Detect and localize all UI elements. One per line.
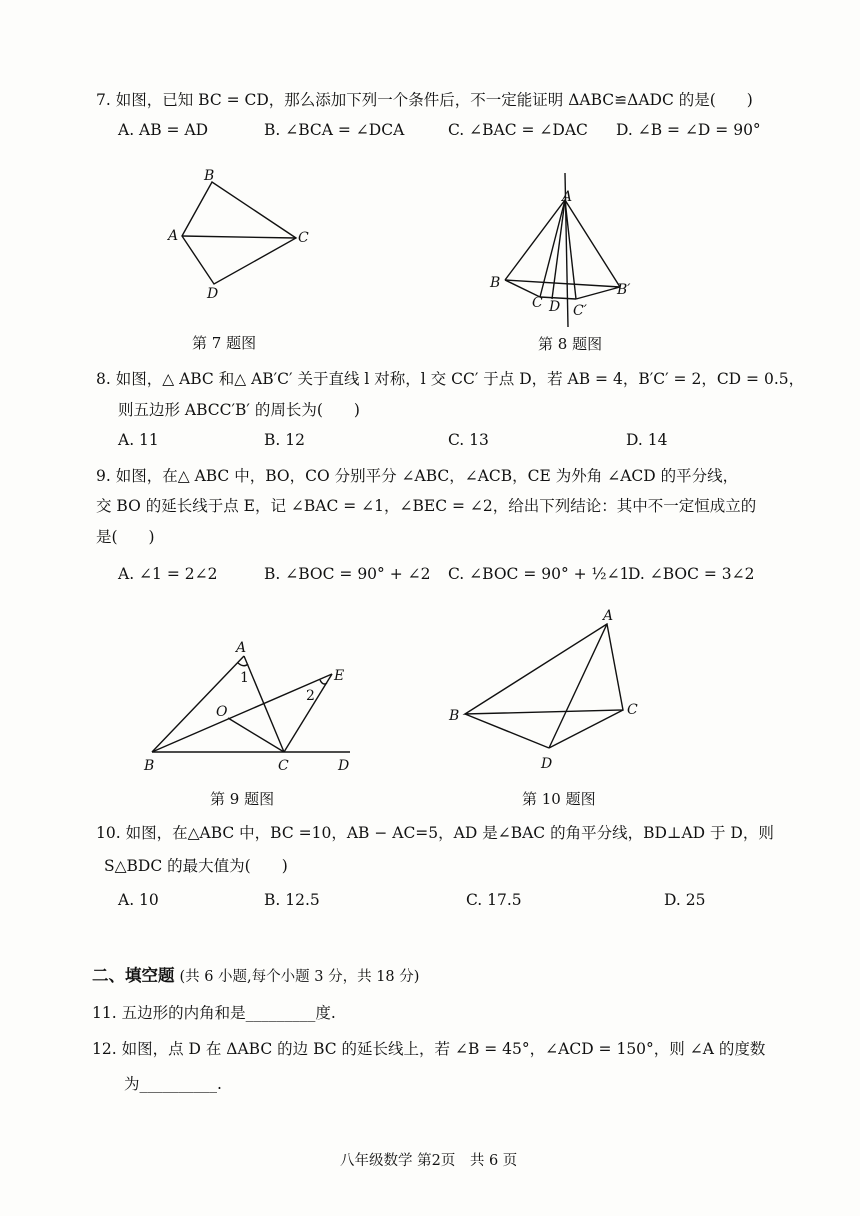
fig8-base bbox=[505, 280, 620, 287]
section-2-note: (共 6 小题,每个小题 3 分，共 18 分) bbox=[179, 969, 420, 985]
q8-line-1: 8. 如图，△ ABC 和△ AB′C′ 关于直线 l 对称，l 交 CC′ 于点 D，若 AB = 4，B′C′ = 2，CD = 0.5， bbox=[96, 370, 805, 388]
q7-option-a: A. AB = AD bbox=[118, 121, 209, 139]
fig8-label-c: C bbox=[532, 295, 543, 311]
fig7-diagonal-ac bbox=[182, 236, 296, 238]
q10-line-2: S△BDC 的最大值为( ) bbox=[104, 857, 288, 875]
fig9-label-two: 2 bbox=[306, 688, 315, 704]
fig10-line-bd bbox=[465, 714, 549, 748]
q8-option-a: A. 11 bbox=[118, 431, 159, 449]
q7-option-c: C. ∠BAC = ∠DAC bbox=[448, 121, 588, 139]
fig9-label-one: 1 bbox=[240, 670, 249, 686]
q10-option-d: D. 25 bbox=[664, 891, 706, 909]
q9-option-d: D. ∠BOC = 3∠2 bbox=[628, 565, 755, 583]
fig8-label-b: B bbox=[490, 275, 501, 291]
fig8-label-a: A bbox=[562, 189, 573, 205]
fig9-angle-2-arc bbox=[320, 680, 327, 684]
fig9-label-b: B bbox=[144, 758, 155, 774]
fig8-cpbp bbox=[576, 287, 620, 299]
q11-text: 11. 五边形的内角和是_________度. bbox=[92, 1004, 336, 1022]
fig10-label-a: A bbox=[603, 608, 614, 624]
fig8-outline bbox=[505, 200, 620, 287]
fig10-label-b: B bbox=[449, 708, 460, 724]
figure-9 bbox=[140, 636, 370, 776]
fig7-label-c: C bbox=[298, 230, 309, 246]
q7-option-b: B. ∠BCA = ∠DCA bbox=[264, 121, 405, 139]
fig9-line-ce bbox=[284, 674, 332, 752]
section-2-heading bbox=[92, 968, 419, 985]
fig10-triangle-abc bbox=[465, 624, 623, 714]
q8-option-b: B. 12 bbox=[264, 431, 305, 449]
fig9-label-o: O bbox=[216, 704, 228, 720]
fig10-label-c: C bbox=[627, 702, 638, 718]
q8-option-d: D. 14 bbox=[626, 431, 668, 449]
q12-line-2: 为__________. bbox=[124, 1075, 222, 1093]
fig8-label-bp: B′ bbox=[617, 282, 631, 298]
fig9-label-a: A bbox=[236, 640, 247, 656]
q7-option-d: D. ∠B = ∠D = 90° bbox=[616, 121, 761, 139]
q9-option-a: A. ∠1 = 2∠2 bbox=[118, 565, 218, 583]
fig7-label-b: B bbox=[204, 168, 215, 184]
fig7-label-d: D bbox=[207, 286, 219, 302]
page-footer: 八年级数学 第2页 共 6 页 bbox=[340, 1153, 518, 1169]
fig9-label-c: C bbox=[278, 758, 289, 774]
q12-line-1: 12. 如图，点 D 在 ΔABC 的边 BC 的延长线上，若 ∠B = 45°，∠ACD = 150°，则 ∠A 的度数 bbox=[92, 1040, 766, 1058]
fig9-line-ab bbox=[152, 656, 244, 752]
fig8-label-cp: C′ bbox=[573, 303, 587, 319]
q9-option-c: C. ∠BOC = 90° + ½∠1 bbox=[448, 565, 630, 583]
q9-line-2: 交 BO 的延长线于点 E，记 ∠BAC = ∠1，∠BEC = ∠2，给出下列结论：其中不一定恒成立的 bbox=[96, 497, 757, 515]
figure-7 bbox=[160, 160, 330, 310]
fig10-label-d: D bbox=[541, 756, 553, 772]
figure-10-caption: 第 10 题图 bbox=[522, 790, 596, 808]
q10-line-1: 10. 如图，在△ABC 中，BC =10，AB − AC=5，AD 是∠BAC 的角平分线，BD⊥AD 于 D，则 bbox=[96, 824, 774, 842]
fig9-label-d: D bbox=[338, 758, 350, 774]
fig9-label-e: E bbox=[334, 668, 345, 684]
fig9-line-oc bbox=[228, 718, 284, 752]
q7-stem: 7. 如图，已知 BC = CD，那么添加下列一个条件后，不一定能证明 ΔABC≌ΔADC 的是( ) bbox=[96, 91, 753, 109]
figure-8 bbox=[480, 165, 650, 335]
q10-option-c: C. 17.5 bbox=[466, 891, 522, 909]
q8-line-2: 则五边形 ABCC′B′ 的周长为( ) bbox=[118, 401, 360, 419]
fig7-quadrilateral bbox=[182, 182, 296, 284]
q10-option-b: B. 12.5 bbox=[264, 891, 320, 909]
q8-option-c: C. 13 bbox=[448, 431, 489, 449]
fig7-label-a: A bbox=[168, 228, 179, 244]
figure-7-caption: 第 7 题图 bbox=[192, 334, 257, 352]
fig8-label-d: D bbox=[549, 299, 561, 315]
q9-line-1: 9. 如图，在△ ABC 中，BO，CO 分别平分 ∠ABC，∠ACB，CE 为外角 ∠ACD 的平分线， bbox=[96, 467, 739, 485]
q9-option-b: B. ∠BOC = 90° + ∠2 bbox=[264, 565, 431, 583]
fig10-line-dc bbox=[549, 710, 623, 748]
figure-8-caption: 第 8 题图 bbox=[538, 335, 603, 353]
section-2-title: 二、填空题 bbox=[92, 966, 175, 985]
figure-9-caption: 第 9 题图 bbox=[210, 790, 275, 808]
q10-option-a: A. 10 bbox=[118, 891, 159, 909]
figure-10 bbox=[445, 606, 645, 776]
q9-line-3: 是( ) bbox=[96, 528, 155, 546]
